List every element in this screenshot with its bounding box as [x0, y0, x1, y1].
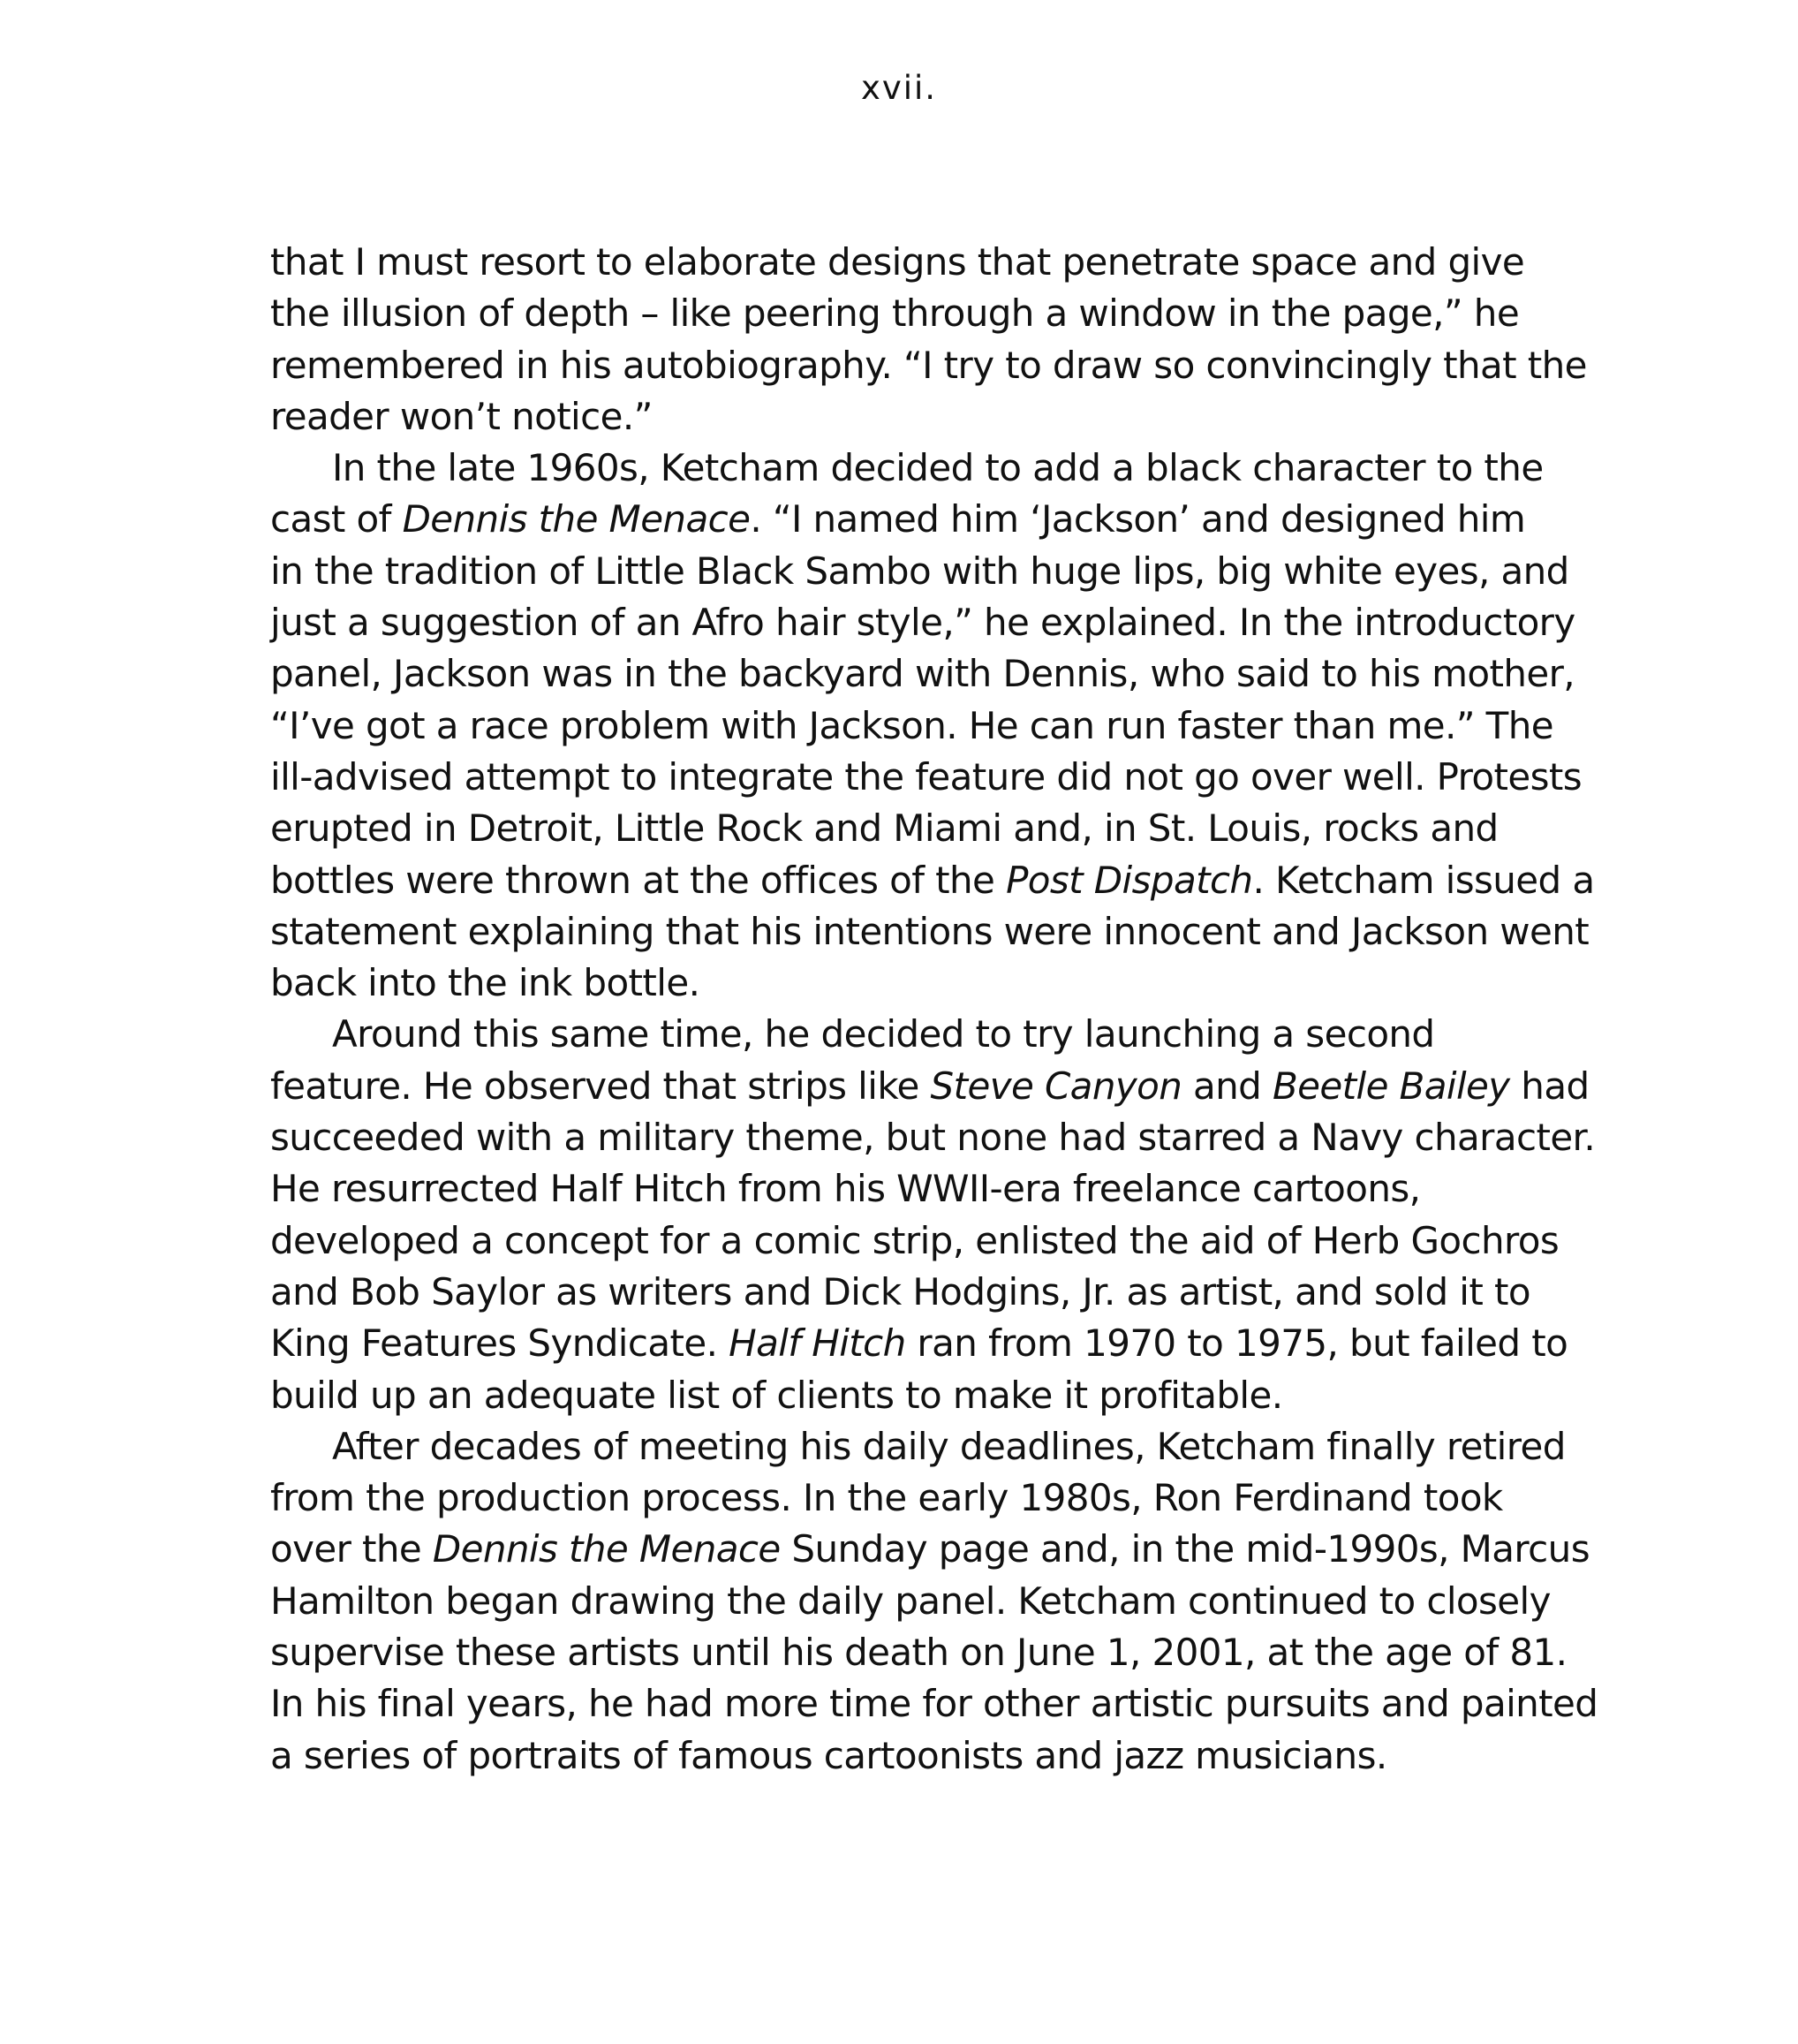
text-run: cast of: [270, 497, 403, 541]
text-line: [270, 1524, 1621, 1575]
italic-title: Dennis the Menace: [432, 1527, 781, 1571]
text-line: [270, 1678, 1621, 1730]
text-run: In his final years, he had more time for other artistic pursuits and painted: [270, 1682, 1598, 1726]
text-run: that I must resort to elaborate designs that penetrate space and give: [270, 240, 1525, 284]
text-run: . Ketcham issued a: [1252, 858, 1595, 902]
text-line: [270, 494, 1621, 545]
text-run: from the production process. In the early 1980s, Ron Ferdinand took: [270, 1476, 1503, 1520]
text-run: panel, Jackson was in the backyard with Dennis, who said to his mother,: [270, 652, 1575, 696]
text-run: King Features Syndicate.: [270, 1321, 729, 1366]
text-line: [270, 1112, 1621, 1163]
italic-title: Dennis the Menace: [402, 497, 751, 541]
text-line: [270, 1370, 1621, 1421]
text-run: feature. He observed that strips like: [270, 1064, 931, 1108]
text-line: [270, 340, 1621, 391]
text-run: remembered in his autobiography. “I try to draw so convincingly that the: [270, 343, 1587, 387]
italic-title: Steve Canyon: [930, 1064, 1182, 1108]
text-run: Around this same time, he decided to try launching a second: [332, 1012, 1435, 1056]
text-line: [270, 546, 1621, 597]
text-run: just a suggestion of an Afro hair style,” he explained. In the introductory: [270, 601, 1575, 645]
text-run: supervise these artists until his death on June 1, 2001, at the age of 81.: [270, 1631, 1568, 1675]
text-run: He resurrected Half Hitch from his WWII-era freelance cartoons,: [270, 1167, 1421, 1211]
text-run: Sunday page and, in the mid-1990s, Marcus: [780, 1527, 1590, 1571]
paragraph-first-line: [270, 1421, 1621, 1472]
italic-title: Post Dispatch: [1006, 858, 1253, 902]
text-run: a series of portraits of famous cartoonists and jazz musicians.: [270, 1733, 1387, 1777]
text-line: [270, 648, 1621, 700]
text-run: . “I named him ‘Jackson’ and designed him: [750, 497, 1526, 541]
text-run: ill-advised attempt to integrate the feature did not go over well. Protests: [270, 754, 1583, 799]
text-run: developed a concept for a comic strip, enlisted the aid of Herb Gochros: [270, 1218, 1560, 1262]
text-line: [270, 391, 1621, 443]
text-run: In the late 1960s, Ketcham decided to add a black character to the: [332, 446, 1544, 490]
text-run: statement explaining that his intentions were innocent and Jackson went: [270, 909, 1590, 953]
text-run: had: [1509, 1064, 1590, 1108]
italic-title: Beetle Bailey: [1272, 1064, 1510, 1108]
text-run: back into the ink bottle.: [270, 961, 700, 1005]
text-line: [270, 1627, 1621, 1678]
text-line: [270, 803, 1621, 854]
text-line: [270, 958, 1621, 1009]
text-run: “I’ve got a race problem with Jackson. He can run faster than me.” The: [270, 703, 1553, 747]
text-line: [270, 906, 1621, 958]
text-run: bottles were thrown at the offices of the: [270, 858, 1007, 902]
text-line: [270, 237, 1621, 288]
text-line: [270, 1267, 1621, 1318]
text-run: the illusion of depth – like peering through a window in the page,” he: [270, 291, 1520, 336]
text-run: succeeded with a military theme, but none had starred a Navy character.: [270, 1116, 1596, 1160]
text-run: build up an adequate list of clients to make it profitable.: [270, 1373, 1283, 1417]
body-text: [270, 237, 1621, 1782]
text-run: erupted in Detroit, Little Rock and Miami and, in St. Louis, rocks and: [270, 806, 1499, 851]
text-line: [270, 288, 1621, 339]
text-line: [270, 1215, 1621, 1267]
page-number: xvii.: [860, 69, 938, 107]
text-line: [270, 1730, 1621, 1782]
paragraph-first-line: [270, 443, 1621, 494]
text-run: and Bob Saylor as writers and Dick Hodgins, Jr. as artist, and sold it to: [270, 1269, 1530, 1313]
text-line: [270, 1472, 1621, 1524]
text-run: reader won’t notice.”: [270, 394, 653, 438]
text-line: [270, 597, 1621, 648]
text-line: [270, 1061, 1621, 1112]
text-run: and: [1182, 1064, 1273, 1108]
text-line: [270, 1576, 1621, 1627]
text-line: [270, 855, 1621, 906]
text-line: [270, 752, 1621, 803]
italic-title: Half Hitch: [729, 1321, 906, 1366]
text-line: [270, 1163, 1621, 1215]
text-run: Hamilton began drawing the daily panel. Ketcham continued to closely: [270, 1578, 1551, 1623]
text-run: in the tradition of Little Black Sambo with huge lips, big white eyes, and: [270, 549, 1569, 593]
text-run: ran from 1970 to 1975, but failed to: [905, 1321, 1568, 1366]
text-run: After decades of meeting his daily deadlines, Ketcham finally retired: [332, 1424, 1566, 1468]
text-run: over the: [270, 1527, 433, 1571]
text-line: [270, 700, 1621, 752]
text-line: [270, 1318, 1621, 1369]
paragraph-first-line: [270, 1009, 1621, 1060]
